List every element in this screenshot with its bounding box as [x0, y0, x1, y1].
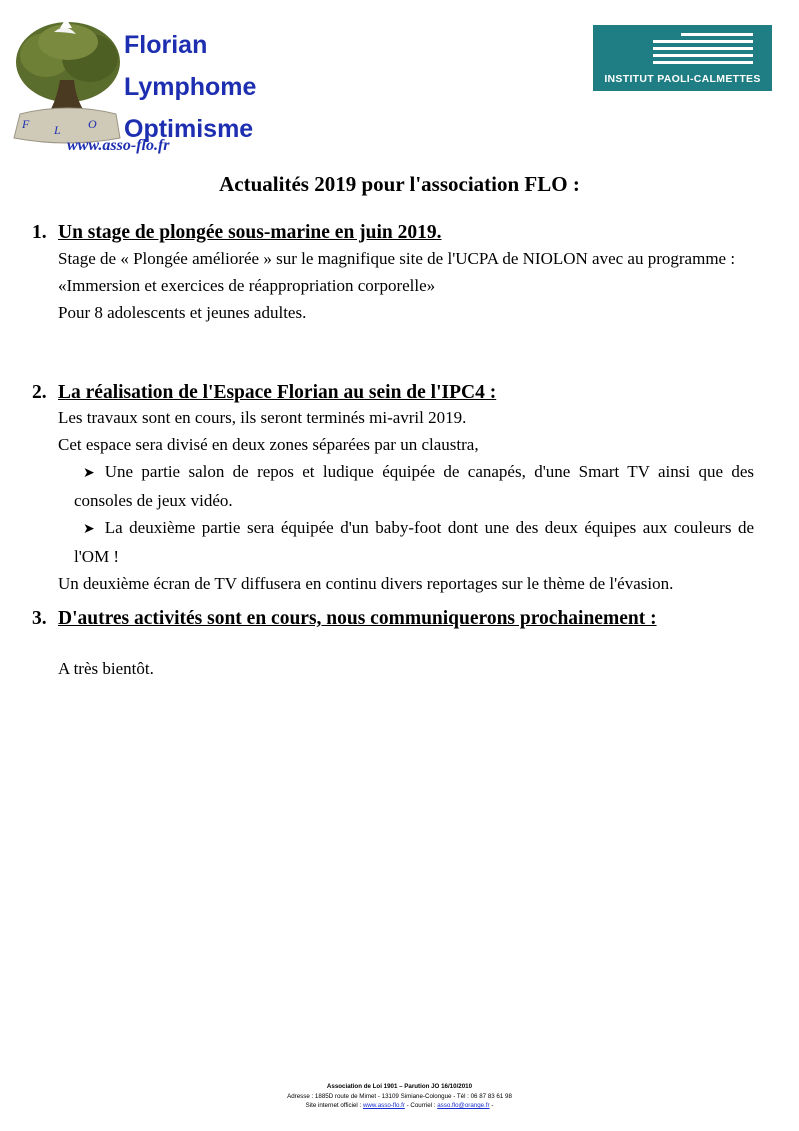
logo-letter-f: F	[22, 117, 30, 131]
bullet-item	[74, 514, 754, 570]
section-title: D'autres activités sont en cours, nous communiquerons prochainement :	[58, 608, 657, 629]
section-heading	[32, 222, 754, 244]
footer-contact	[0, 1101, 799, 1111]
closing-text: A très bientôt.	[58, 659, 154, 678]
section-number: 3.	[32, 608, 47, 629]
section-1	[32, 222, 754, 326]
logo-line-optimisme: Optimisme	[124, 115, 254, 143]
section-text: Un deuxième écran de TV diffusera en continu divers reportages sur le thème de l'évasion.	[58, 574, 674, 593]
section-number: 1.	[32, 222, 47, 243]
bullet-text: La deuxième partie sera équipée d'un baby-foot dont une des deux équipes aux couleurs de l'OM !	[74, 518, 754, 566]
ipc-name: INSTITUT PAOLI-CALMETTES	[604, 73, 761, 85]
section-title: Un stage de plongée sous-marine en juin 2019.	[58, 222, 442, 243]
section-number: 2.	[32, 382, 47, 403]
bullet-text: Une partie salon de repos et ludique équipée de canapés, d'une Smart TV ainsi que des consoles de jeux vidéo.	[74, 462, 754, 510]
logo-wordmark	[124, 24, 256, 150]
logo-letter-l: L	[54, 123, 61, 137]
section-text: Stage de « Plongée améliorée » sur le magnifique site de l'UCPA de NIOLON avec au programme :	[58, 249, 736, 268]
section-heading	[32, 608, 754, 630]
arrow-bullet-icon: ➤	[83, 466, 95, 481]
footer-email-link[interactable]: asso.flo@orange.fr	[437, 1102, 490, 1109]
olive-tree-icon	[8, 10, 126, 150]
footer-address: Adresse : 1885D route de Mimet - 13109 Simiane-Colongue - Tél : 06 87 83 61 98	[287, 1092, 512, 1100]
footer-mid: - Courriel :	[404, 1102, 438, 1109]
page-title: Actualités 2019 pour l'association FLO :	[219, 172, 580, 196]
section-text: Les travaux sont en cours, ils seront terminés mi-avril 2019.	[58, 408, 467, 427]
footer-suffix: -	[489, 1102, 494, 1109]
footer	[0, 1082, 799, 1111]
logo-letter-o: O	[88, 117, 97, 131]
section-3	[32, 608, 754, 682]
section-2	[32, 382, 754, 597]
section-text: Pour 8 adolescents et jeunes adultes.	[58, 303, 307, 322]
footer-site-link[interactable]: www.asso-flo.fr	[362, 1102, 405, 1109]
logo-line-lymphome: Lymphome	[124, 73, 257, 101]
footer-legal: Association de Loi 1901 – Parution JO 16/10/2010	[326, 1083, 473, 1090]
logo-url: www.asso-flo.fr	[67, 137, 170, 154]
footer-site-prefix: Site internet officiel :	[305, 1102, 363, 1109]
section-text: Cet espace sera divisé en deux zones séparées par un claustra,	[58, 435, 479, 454]
arrow-bullet-icon: ➤	[83, 522, 95, 537]
section-heading	[32, 382, 754, 404]
section-title: La réalisation de l'Espace Florian au sein de l'IPC4 :	[58, 382, 497, 403]
ipc-logo	[593, 25, 772, 91]
logo-line-florian: Florian	[124, 31, 208, 59]
section-text: «Immersion et exercices de réappropriation corporelle»	[58, 276, 436, 295]
bullet-item	[74, 458, 754, 514]
